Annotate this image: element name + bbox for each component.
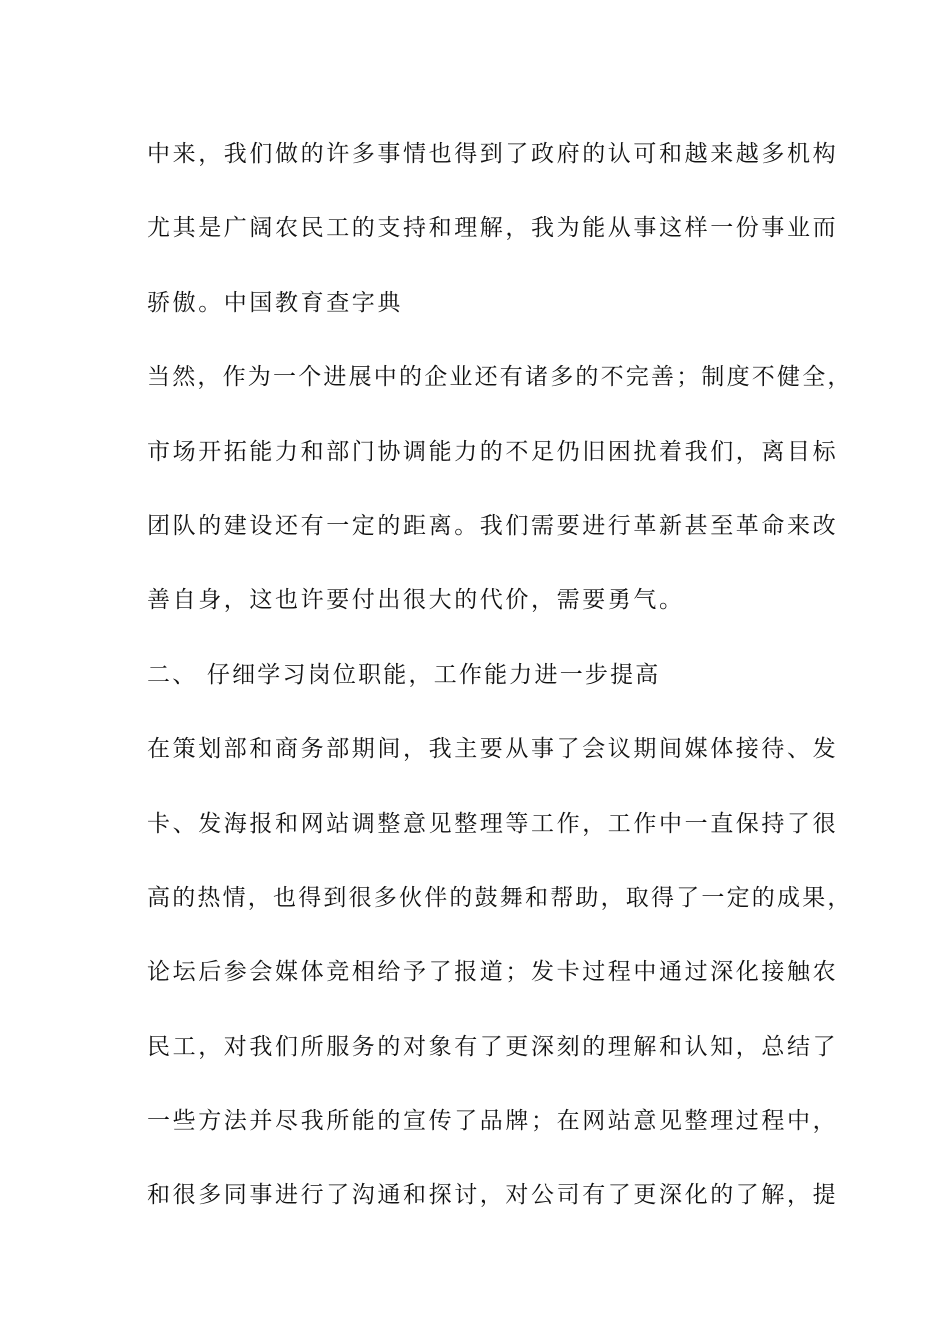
body-text	[147, 128, 853, 1244]
text-line: 一些方法并尽我所能的宣传了品牌；在网站意见整理过程中，	[147, 1108, 839, 1135]
text-line: 和很多同事进行了沟通和探讨，对公司有了更深化的了解，提	[147, 1182, 839, 1209]
text-line: 高的热情，也得到很多伙伴的鼓舞和帮助，取得了一定的成果，	[147, 884, 853, 911]
text-line: 尤其是广阔农民工的支持和理解，我为能从事这样一份事业而	[147, 215, 839, 242]
text-line: 当然，作为一个进展中的企业还有诸多的不完善；制度不健全，	[147, 364, 853, 391]
text-line: 骄傲。中国教育查字典	[147, 289, 403, 316]
text-line: 善自身，这也许要付出很大的代价，需要勇气。	[147, 587, 685, 614]
text-line: 在策划部和商务部期间，我主要从事了会议期间媒体接待、发	[147, 736, 839, 763]
text-line: 民工，对我们所服务的对象有了更深刻的理解和认知，总结了	[147, 1033, 839, 1060]
text-line: 中来，我们做的许多事情也得到了政府的认可和越来越多机构	[147, 141, 839, 167]
text-line: 团队的建设还有一定的距离。我们需要进行革新甚至革命来改	[147, 512, 839, 539]
section-heading: 二、 仔细学习岗位职能，工作能力进一步提高	[147, 661, 661, 688]
text-line: 卡、发海报和网站调整意见整理等工作，工作中一直保持了很	[147, 810, 839, 837]
text-line: 市场开拓能力和部门协调能力的不足仍旧困扰着我们，离目标	[147, 438, 839, 465]
text-line: 论坛后参会媒体竞相给予了报道；发卡过程中通过深化接触农	[147, 959, 839, 986]
